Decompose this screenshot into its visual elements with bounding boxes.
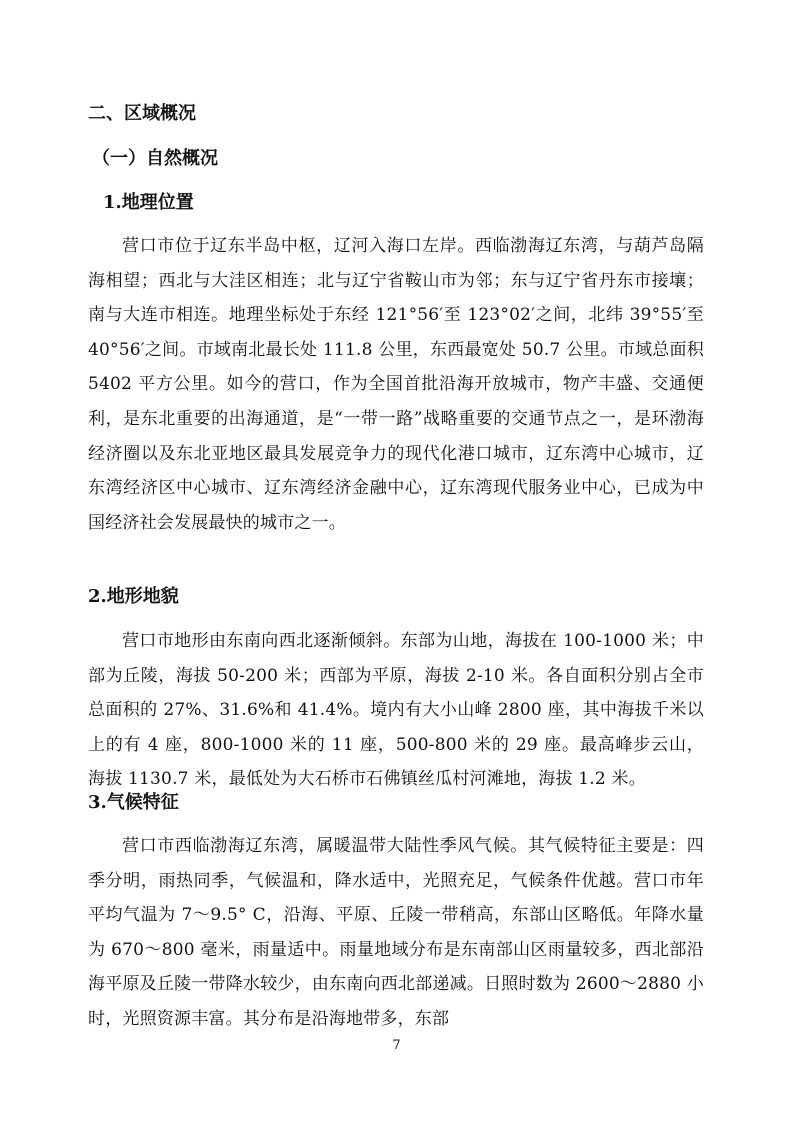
climate-heading: 3.气候特征 xyxy=(88,792,179,813)
page-number: 7 xyxy=(392,1038,401,1053)
geography-heading: 1.地理位置 xyxy=(103,192,194,213)
section-heading: 二、区域概况 xyxy=(88,103,196,124)
subsection-heading: （一）自然概况 xyxy=(92,148,218,169)
geography-paragraph: 营口市位于辽东半岛中枢，辽河入海口左岸。西临渤海辽东湾，与葫芦岛隔海相望；西北与大洼区相连；北与辽宁省鞍山市为邻；东与辽宁省丹东市接壤；南与大连市相连。地理坐标处于东经 121°56′至 123°02′之间，北纬 39°55′至 40°56′之间。市域南北最长处 111.8 公里，东西最宽处 50.7 公里。市域总面积 5402 平方公里。如今的营口，作为全国首批沿海开放城市，物产丰盛、交通便利，是东北重要的出海通道，是“一带一路”战略重要的交通节点之一，是环渤海经济圈以及东北亚地区最具发展竞争力的现代化港口城市，辽东湾中心城市，辽东湾经济区中心城市、辽东湾经济金融中心，辽东湾现代服务业中心，已成为中国经济社会发展最快的城市之一。 xyxy=(88,236,704,533)
terrain-paragraph: 营口市地形由东南向西北逐渐倾斜。东部为山地，海拔在 100-1000 米；中部为丘陵，海拔 50-200 米；西部为平原，海拔 2-10 米。各自面积分别占全市总面积的 27%、31.6%和 41.4%。境内有大小山峰 2800 座，其中海拔千米以上的有 4 座，800-1000 米的 11 座，500-800 米的 29 座。最高峰步云山，海拔 1130.7 米，最低处为大石桥市石佛镇丝瓜村河滩地，海拔 1.2 米。 xyxy=(88,631,704,790)
climate-paragraph: 营口市西临渤海辽东湾，属暖温带大陆性季风气候。其气候特征主要是：四季分明，雨热同季，气候温和，降水适中，光照充足，气候条件优越。营口市年平均气温为 7～9.5° C，沿海、平原、丘陵一带稍高，东部山区略低。年降水量为 670～800 毫米，雨量适中。雨量地域分布是东南部山区雨量较多，西北部沿海平原及丘陵一带降水较少，由东南向西北部递减。日照时数为 2600～2880 小时，光照资源丰富。其分布是沿海地带多，东部 xyxy=(88,836,704,1029)
terrain-heading: 2.地形地貌 xyxy=(88,586,179,607)
